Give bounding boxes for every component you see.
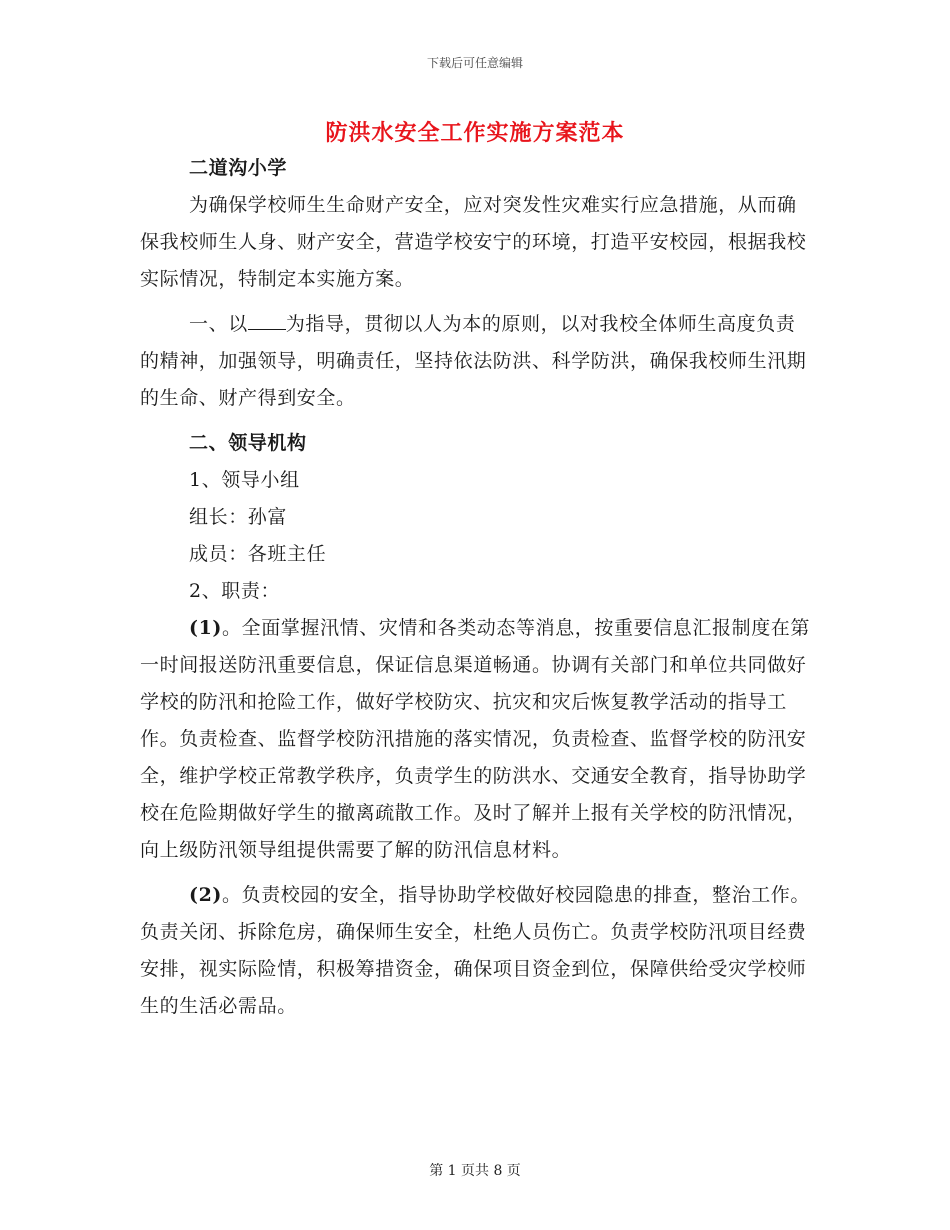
item2-heading: 2、职责：: [189, 580, 281, 602]
duty2-paragraph: [140, 877, 812, 1025]
duty1-number: (1): [189, 617, 222, 639]
section1-prefix: 一、以: [189, 313, 248, 335]
document-body: [140, 150, 812, 1025]
document-title: 防洪水安全工作实施方案范本: [325, 120, 625, 146]
item1-heading: 1、领导小组: [189, 469, 300, 491]
members-line: 成员：各班主任: [189, 543, 327, 565]
school-name: 二道沟小学: [189, 157, 288, 179]
header-note: 下载后可任意编辑: [426, 56, 523, 70]
section1-text: 为指导，贯彻以人为本的原则，以对我校全体师生高度负责的精神，加强领导，明确责任，坚持依法防洪、科学防洪，确保我校师生汛期的生命、财产得到安全。: [140, 313, 807, 409]
duty2-text: 。负责校园的安全，指导协助学校做好校园隐患的排查，整治工作。负责关闭、拆除危房，确保师生安全，杜绝人员伤亡。负责学校防汛项目经费安排，视实际险情，积极筹措资金，确保项目资金到位，保障供给受灾学校师生的生活必需品。: [140, 884, 811, 1017]
intro-paragraph: 为确保学校师生生命财产安全，应对突发性灾难实行应急措施，从而确保我校师生人身、财产安全，营造学校安宁的环境，打造平安校园，根据我校实际情况，特制定本实施方案。: [140, 194, 807, 290]
duty1-text: 。全面掌握汛情、灾情和各类动态等消息，按重要信息汇报制度在第一时间报送防汛重要信息，保证信息渠道畅通。协调有关部门和单位共同做好学校的防汛和抢险工作，做好学校防灾、抗灾和灾后恢复教学活动的指导工作。负责检查、监督学校防汛措施的落实情况，负责检查、监督学校的防汛安全，维护学校正常教学秩序，负责学生的防洪水、交通安全教育，指导协助学校在危险期做好学生的撤离疏散工作。及时了解并上报有关学校的防汛情况，向上级防汛领导组提供需要了解的防汛信息材料。: [140, 617, 811, 861]
duty2-number: (2): [189, 884, 222, 906]
page-footer: 第 1 页共 8 页: [429, 1163, 521, 1179]
duty1-paragraph: [140, 610, 812, 869]
section2-heading: 二、领导机构: [189, 432, 307, 454]
section1-paragraph: [140, 306, 812, 417]
blank-underline: [248, 309, 286, 330]
leader-line: 组长：孙富: [189, 506, 288, 528]
